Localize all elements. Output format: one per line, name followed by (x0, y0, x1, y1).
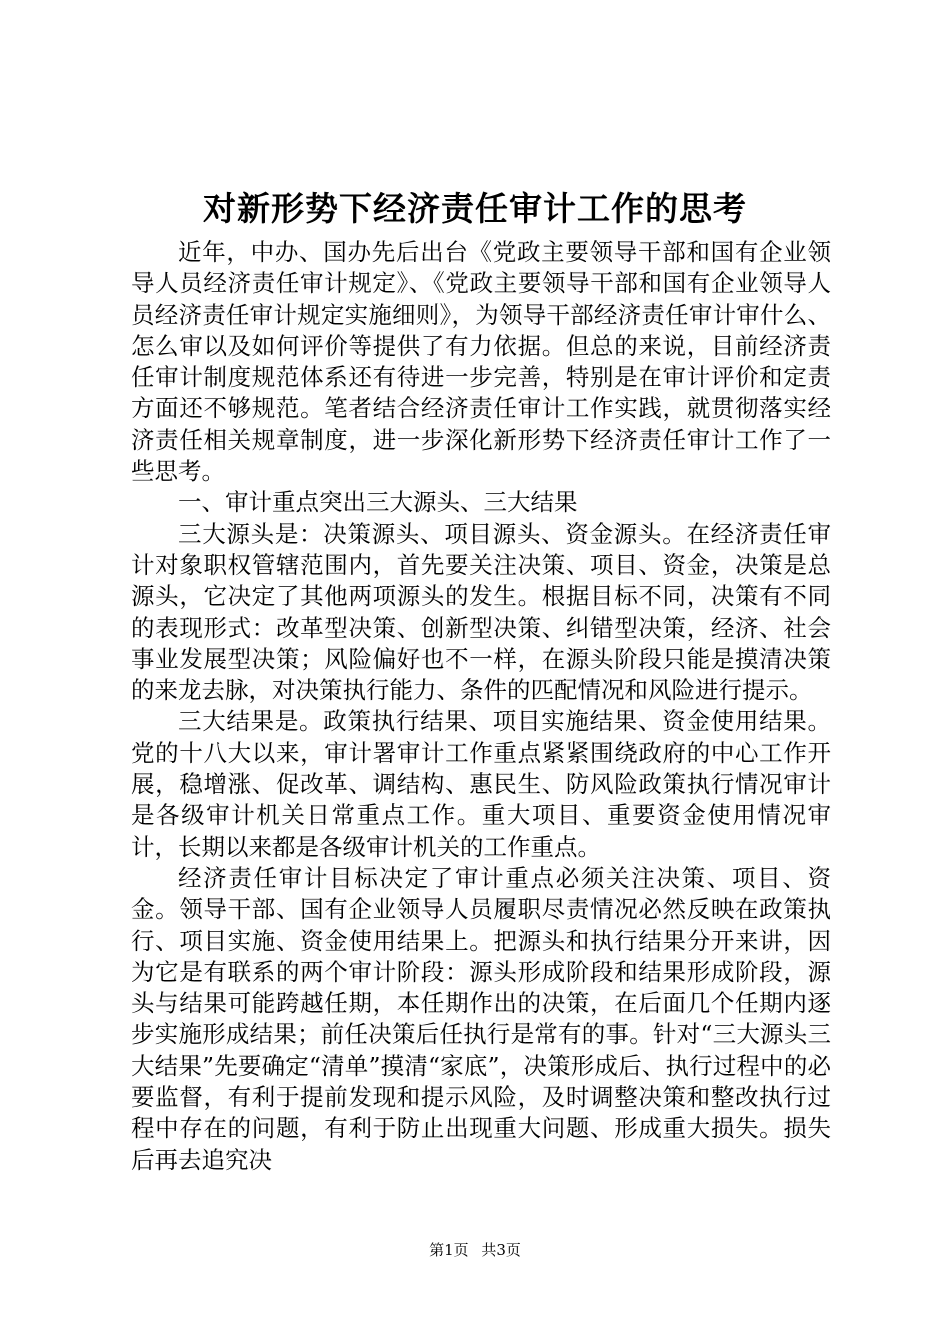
page-number: 第1页 (429, 1241, 469, 1259)
paragraph-intro: 近年，中办、国办先后出台《党政主要领导干部和国有企业领导人员经济责任审计规定》、《党政主要领导干部和国有企业领导人员经济责任审计规定实施细则》，为领导干部经济责任审计审什么、怎么审以及如何评价等提供了有力依据。但总的来说，目前经济责任审计制度规范体系还有待进一步完善，特别是在审计评价和定责方面还不够规范。笔者结合经济责任审计工作实践，就贯彻落实经济责任相关规章制度，进一步深化新形势下经济责任审计工作了一些思考。 (131, 238, 831, 486)
paragraph-audit-goals: 经济责任审计目标决定了审计重点必须关注决策、项目、资金。领导干部、国有企业领导人员履职尽责情况必然反映在政策执行、项目实施、资金使用结果上。把源头和执行结果分开来讲，因为它是有联系的两个审计阶段：源头形成阶段和结果形成阶段，源头与结果可能跨越任期，本任期作出的决策，在后面几个任期内逐步实施形成结果；前任决策后任执行是常有的事。针对“三大源头三大结果”先要确定“清单”摸清“家底”，决策形成后、执行过程中的必要监督，有利于提前发现和提示风险，及时调整决策和整改执行过程中存在的问题，有利于防止出现重大问题、形成重大损失。损失后再去追究决 (131, 863, 831, 1174)
page-total: 共3页 (481, 1241, 521, 1259)
document-title: 对新形势下经济责任审计工作的思考 (203, 189, 747, 228)
document-body (131, 237, 831, 1176)
paragraph-three-results: 三大结果是。政策执行结果、项目实施结果、资金使用结果。党的十八大以来，审计署审计工作重点紧紧围绕政府的中心工作开展，稳增涨、促改革、调结构、惠民生、防风险政策执行情况审计是各级审计机关日常重点工作。重大项目、重要资金使用情况审计，长期以来都是各级审计机关的工作重点。 (131, 707, 831, 861)
section-heading-1: 一、审计重点突出三大源头、三大结果 (178, 488, 578, 517)
page-footer (0, 1240, 950, 1260)
paragraph-three-sources: 三大源头是：决策源头、项目源头、资金源头。在经济责任审计对象职权管辖范围内，首先要关注决策、项目、资金，决策是总源头，它决定了其他两项源头的发生。根据目标不同，决策有不同的表现形式：改革型决策、创新型决策、纠错型决策，经济、社会事业发展型决策；风险偏好也不一样，在源头阶段只能是摸清决策的来龙去脉，对决策执行能力、条件的匹配情况和风险进行提示。 (131, 519, 831, 705)
